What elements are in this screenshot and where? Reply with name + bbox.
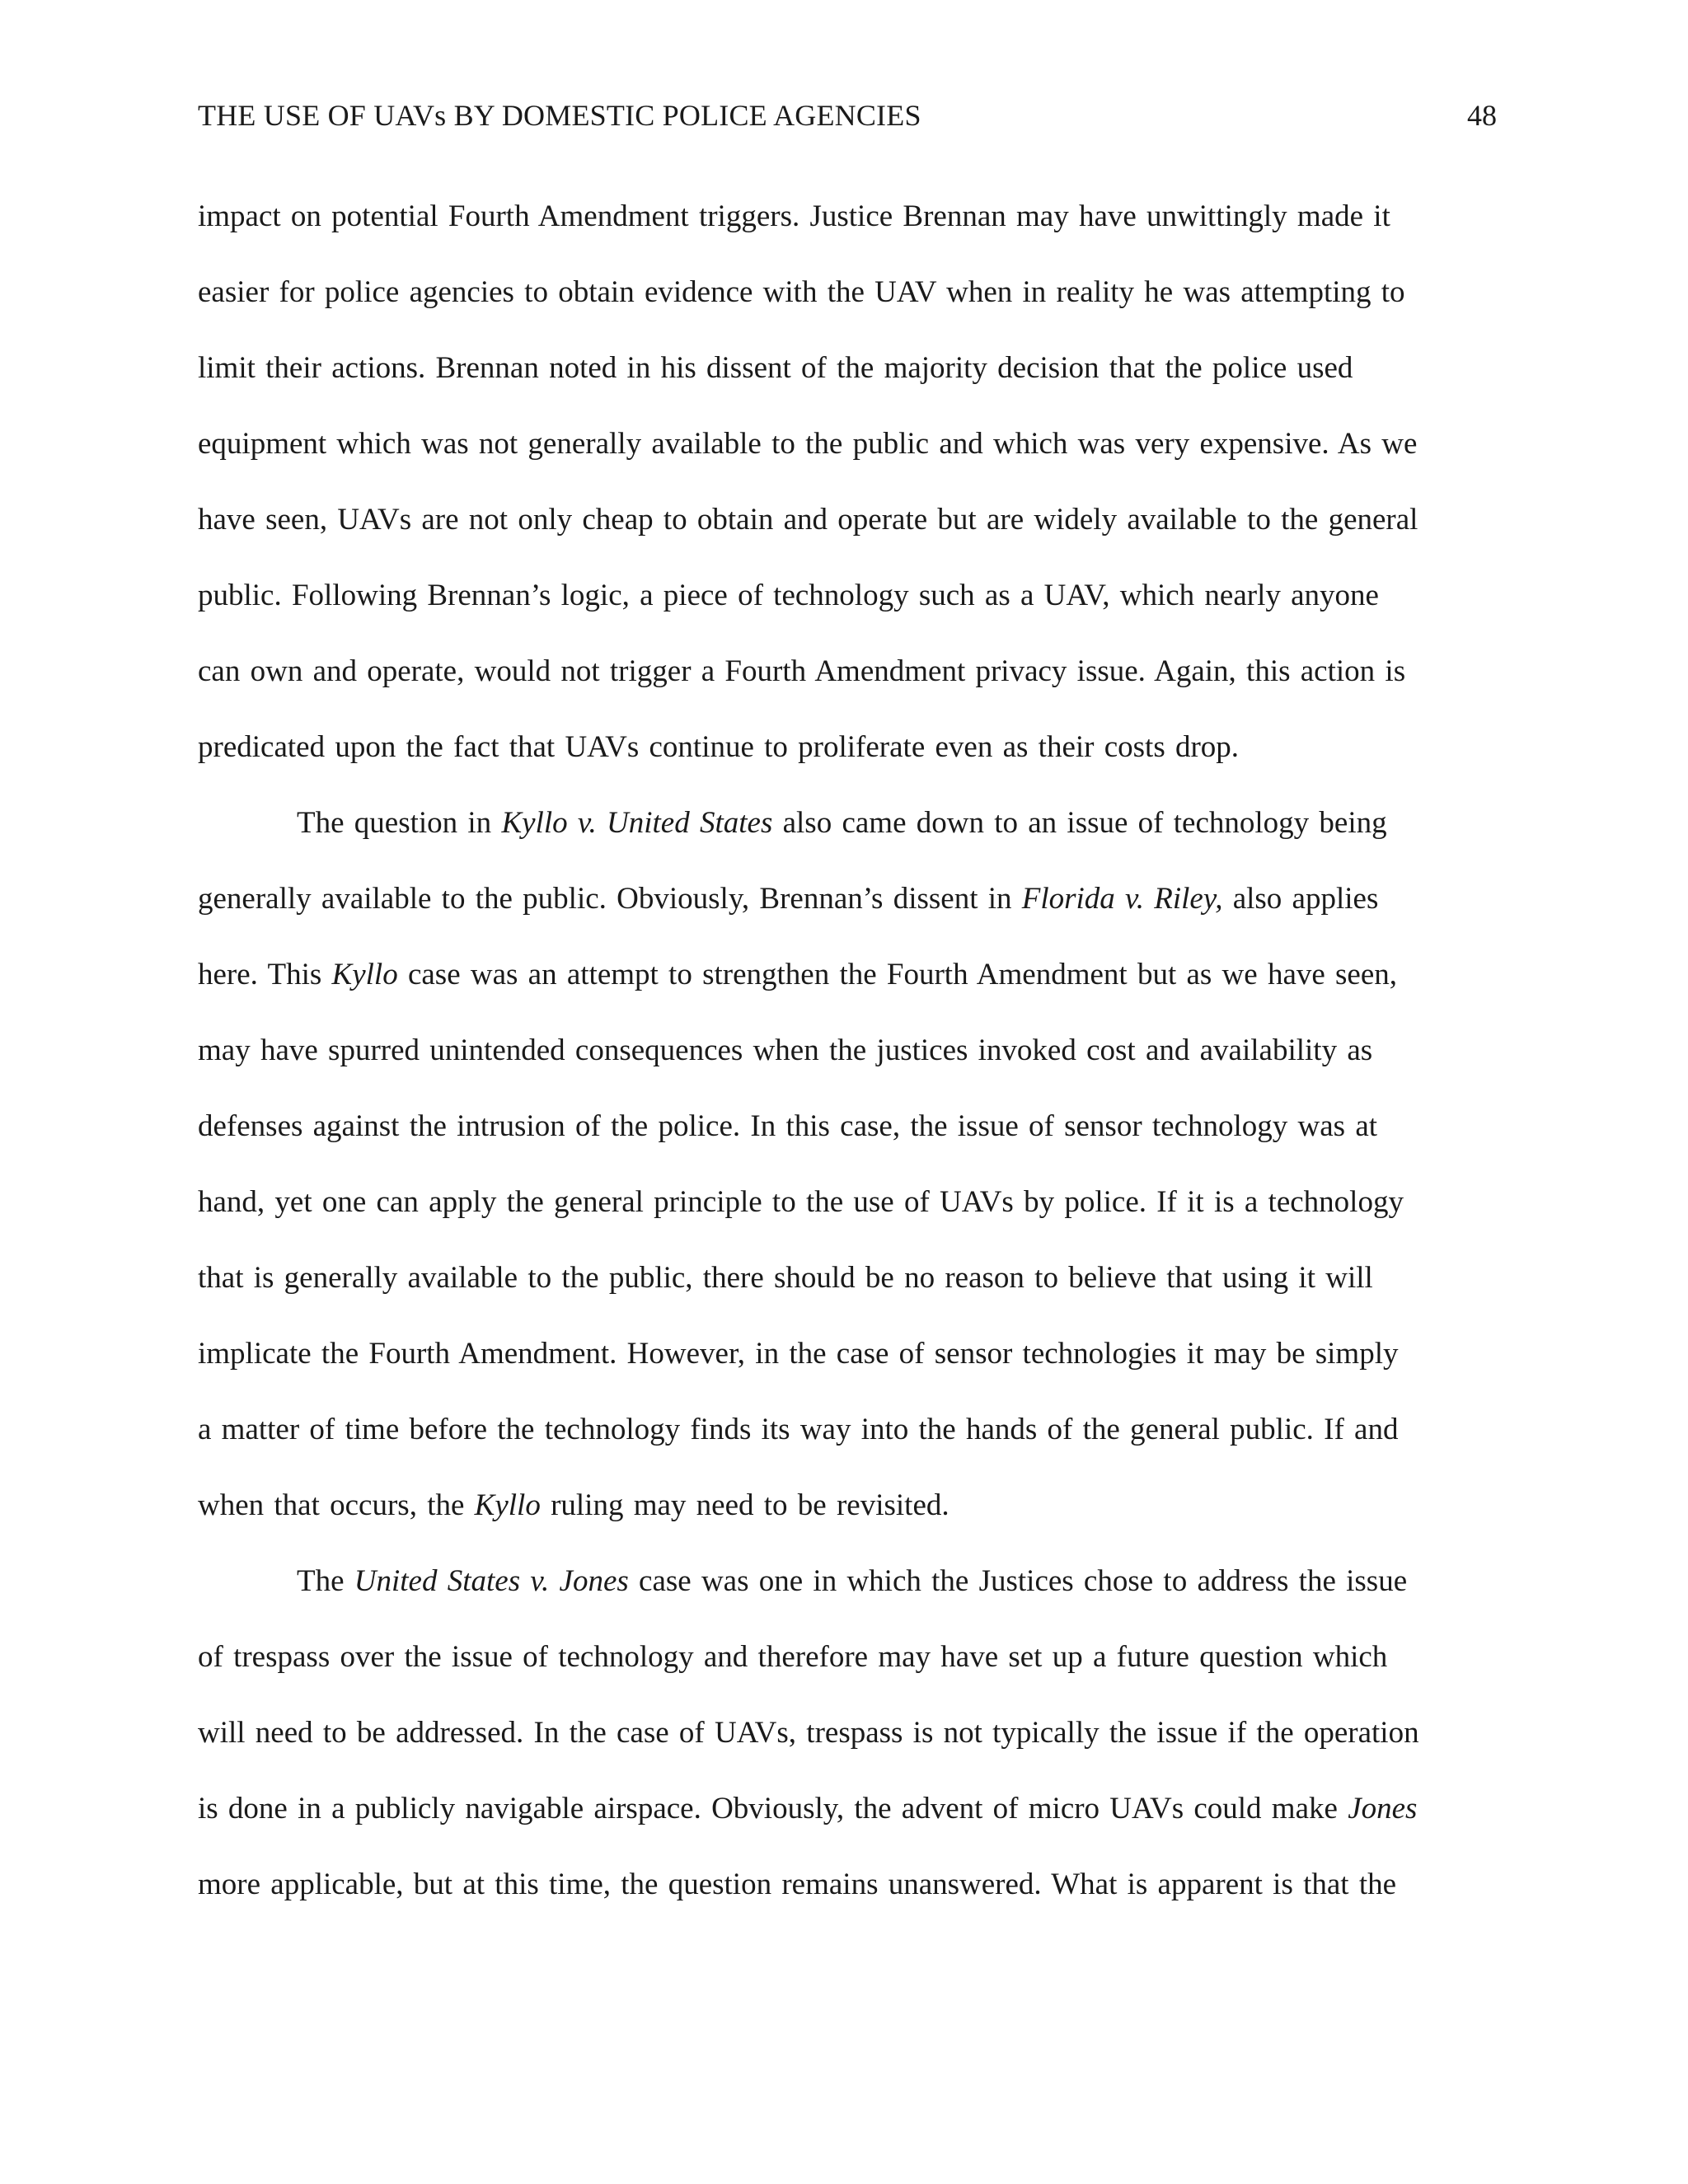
text-line xyxy=(198,803,1517,879)
case-name: United States v. Jones xyxy=(354,1564,629,1598)
text-line: more applicable, but at this time, the question remains unanswered. What is apparent is that the xyxy=(198,1868,1397,1901)
text-line: implicate the Fourth Amendment. However, in the case of sensor technologies it may be simply xyxy=(198,1337,1399,1371)
text-run: case was one in which the Justices chose to address the issue xyxy=(628,1564,1408,1598)
text-line: limit their actions. Brennan noted in his dissent of the majority decision that the police used xyxy=(198,351,1353,385)
text-run: The xyxy=(297,1564,354,1598)
case-name: Kyllo v. United States xyxy=(501,806,773,840)
text-run: The question in xyxy=(297,806,502,840)
text-line: hand, yet one can apply the general principle to the use of UAVs by police. If it is a technology xyxy=(198,1185,1404,1219)
paragraph-2 xyxy=(198,803,1517,1561)
case-name: Kyllo xyxy=(474,1488,541,1522)
text-run: generally available to the public. Obviously, Brennan’s dissent in xyxy=(198,882,1022,916)
text-line xyxy=(198,1485,1517,1561)
text-run: when that occurs, the xyxy=(198,1488,475,1522)
text-line: have seen, UAVs are not only cheap to obtain and operate but are widely available to the general xyxy=(198,503,1418,537)
text-run: also came down to an issue of technology being xyxy=(772,806,1387,840)
text-run: is done in a publicly navigable airspace. Obviously, the advent of micro UAVs could make xyxy=(198,1792,1348,1825)
case-name: Kyllo xyxy=(331,958,398,991)
text-line: easier for police agencies to obtain evidence with the UAV when in reality he was attempting to xyxy=(198,275,1405,309)
body-text xyxy=(198,196,1517,1940)
text-line xyxy=(198,1788,1517,1864)
paragraph-1 xyxy=(198,196,1517,803)
text-line xyxy=(198,1561,1517,1637)
paragraph-3 xyxy=(198,1561,1517,1940)
text-line: equipment which was not generally available to the public and which was very expensive. As we xyxy=(198,427,1418,461)
text-line xyxy=(198,879,1517,954)
text-line xyxy=(198,954,1517,1030)
case-name: Florida v. Riley, xyxy=(1021,882,1223,916)
text-run: here. This xyxy=(198,958,332,991)
text-line: of trespass over the issue of technology and therefore may have set up a future question which xyxy=(198,1640,1388,1674)
text-run: also applies xyxy=(1222,882,1379,916)
page-number: 48 xyxy=(1467,99,1497,132)
text-line: public. Following Brennan’s logic, a piece of technology such as a UAV, which nearly anyone xyxy=(198,579,1379,612)
text-run: case was an attempt to strengthen the Fourth Amendment but as we have seen, xyxy=(397,958,1398,991)
case-name: Jones xyxy=(1348,1792,1418,1825)
text-run: ruling may need to be revisited. xyxy=(540,1488,950,1522)
text-line: can own and operate, would not trigger a Fourth Amendment privacy issue. Again, this action is xyxy=(198,654,1406,688)
text-line: defenses against the intrusion of the police. In this case, the issue of sensor technology was at xyxy=(198,1109,1378,1143)
running-head: THE USE OF UAVs BY DOMESTIC POLICE AGENCIES xyxy=(198,99,921,132)
text-line: predicated upon the fact that UAVs continue to proliferate even as their costs drop. xyxy=(198,730,1240,764)
text-line: that is generally available to the public, there should be no reason to believe that using it will xyxy=(198,1261,1373,1295)
text-line: may have spurred unintended consequences when the justices invoked cost and availability as xyxy=(198,1033,1373,1067)
text-line: impact on potential Fourth Amendment triggers. Justice Brennan may have unwittingly made it xyxy=(198,199,1390,233)
text-line: a matter of time before the technology finds its way into the hands of the general public. If and xyxy=(198,1413,1399,1446)
text-line: will need to be addressed. In the case of UAVs, trespass is not typically the issue if the operation xyxy=(198,1716,1419,1750)
